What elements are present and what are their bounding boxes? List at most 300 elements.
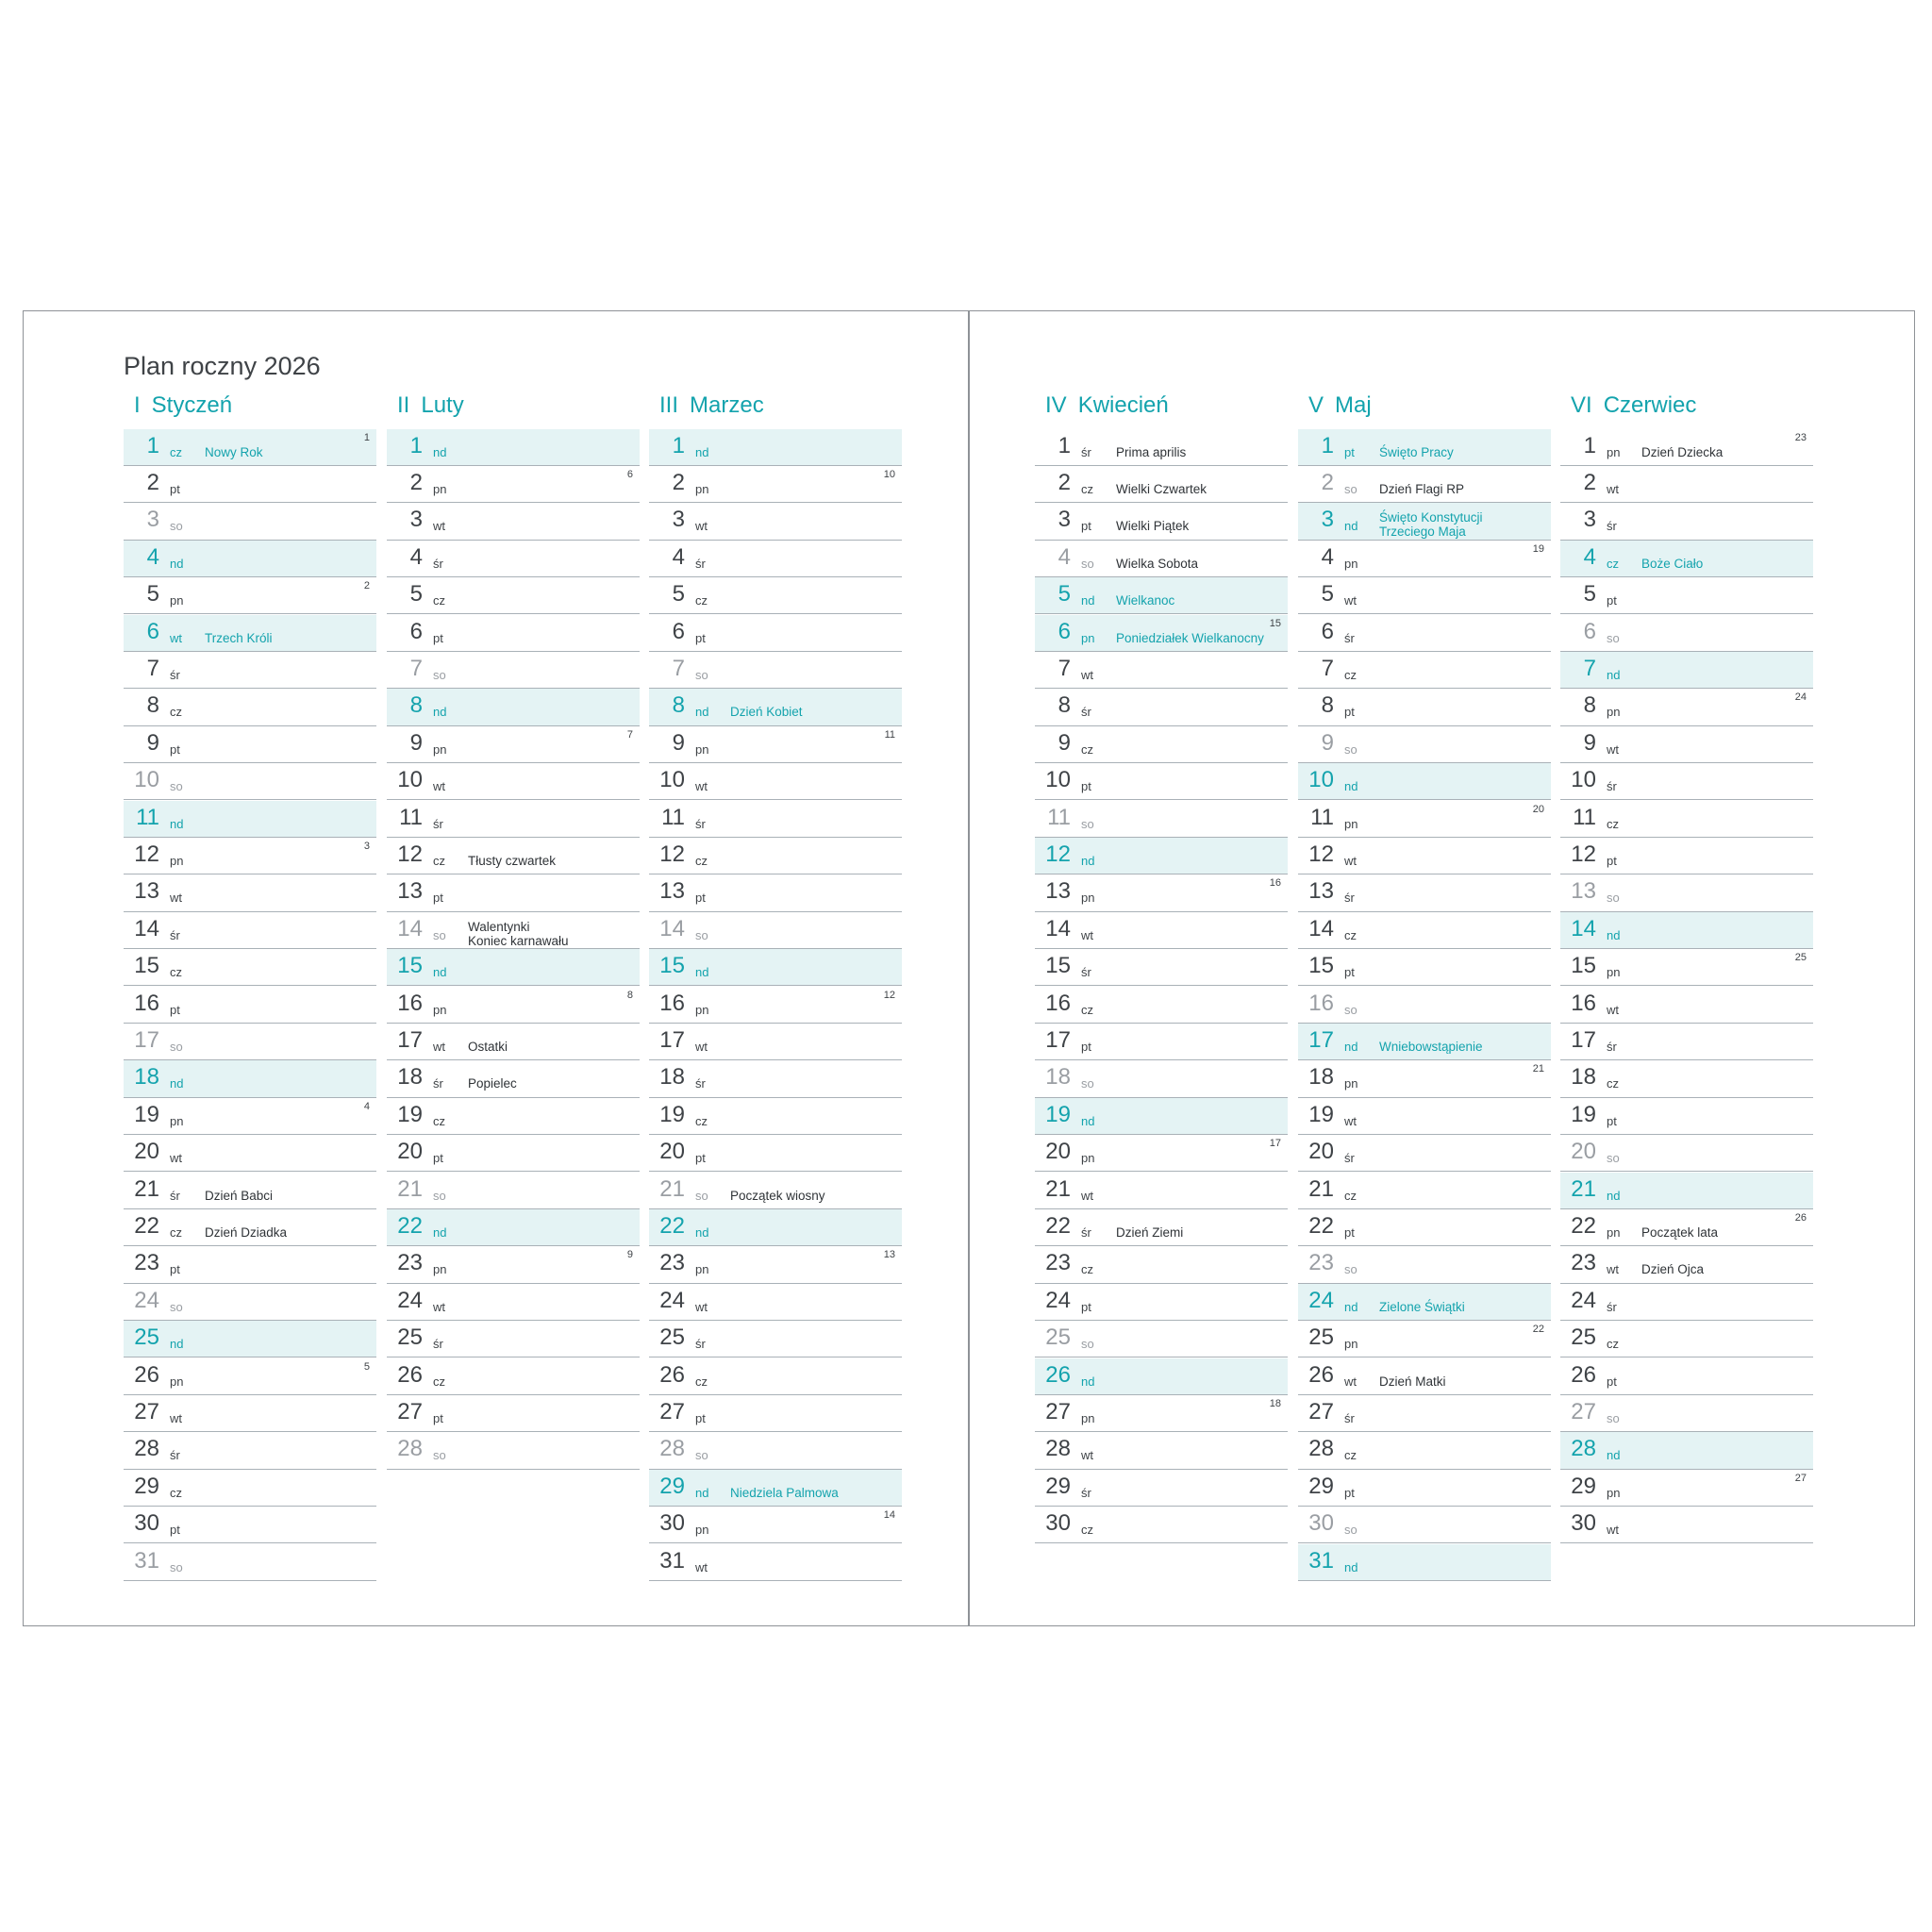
day-number: 1 [1058,432,1071,458]
weekday-abbrev: pt [1081,519,1091,534]
weekday-abbrev: so [695,1188,708,1203]
day-number: 12 [1571,841,1596,867]
day-number: 16 [1308,990,1334,1016]
day-row [1560,1432,1813,1469]
weekday-abbrev: pn [695,1523,709,1538]
weekday-abbrev: so [1607,1410,1620,1425]
weekday-abbrev: wt [433,1299,445,1314]
day-number: 11 [136,804,159,830]
day-number: 17 [1308,1026,1334,1053]
holiday-label: Tłusty czwartek [468,853,557,868]
weekday-abbrev: wt [1607,1002,1619,1017]
day-row [387,1060,640,1097]
day-number: 29 [659,1473,685,1499]
day-number: 23 [1571,1250,1596,1276]
day-number: 7 [409,655,423,681]
day-row [1298,1395,1551,1432]
day-number: 7 [146,655,159,681]
day-number: 23 [134,1250,159,1276]
weekday-abbrev: nd [170,1076,184,1091]
day-row [124,1395,376,1432]
weekday-abbrev: pn [1607,965,1621,980]
day-number: 13 [397,878,423,905]
day-row [1035,1432,1288,1469]
weekday-abbrev: cz [695,593,708,608]
holiday-label: Święto Konstytucji Trzeciego Maja [1379,510,1483,540]
day-number: 12 [659,841,685,867]
day-number: 16 [659,990,685,1016]
day-row [124,801,376,838]
weekday-abbrev: pn [1081,891,1095,906]
day-number: 9 [1583,729,1596,756]
day-number: 10 [1308,767,1334,793]
month-name: Kwiecień [1077,392,1169,418]
day-number: 5 [146,581,159,608]
holiday-label: Wielka Sobota [1116,556,1199,571]
week-number: 24 [1794,691,1807,704]
day-number: 26 [1308,1361,1334,1388]
day-row [1560,1246,1813,1283]
day-row [1035,949,1288,986]
day-row [124,987,376,1024]
weekday-abbrev: nd [1081,1374,1095,1389]
day-row [1035,503,1288,540]
day-number: 30 [134,1510,159,1537]
day-row [124,466,376,503]
day-number: 9 [1321,729,1334,756]
day-row [1035,429,1288,466]
day-number: 26 [659,1361,685,1388]
day-row [1035,652,1288,689]
day-row [1560,429,1813,466]
weekday-abbrev: śr [1081,705,1091,720]
week-number: 9 [626,1249,633,1261]
weekday-abbrev: śr [695,556,706,571]
weekday-abbrev: cz [1081,1262,1093,1277]
day-row [1560,838,1813,874]
day-number: 20 [397,1139,423,1165]
day-row [1298,1507,1551,1543]
weekday-abbrev: wt [695,779,708,794]
day-number: 24 [397,1287,423,1313]
day-number: 11 [1047,804,1071,830]
weekday-abbrev: śr [170,927,180,942]
week-number: 3 [363,840,370,852]
day-number: 19 [134,1101,159,1127]
day-number: 5 [409,581,423,608]
day-number: 8 [1583,692,1596,719]
weekday-abbrev: pt [1607,1374,1617,1389]
day-number: 27 [659,1398,685,1424]
weekday-abbrev: cz [695,1374,708,1389]
weekday-abbrev: wt [695,1039,708,1054]
day-number: 21 [659,1175,685,1202]
weekday-abbrev: so [1344,1262,1357,1277]
weekday-abbrev: pt [1607,853,1617,868]
day-number: 28 [1045,1436,1071,1462]
weekday-abbrev: cz [1081,741,1093,757]
weekday-abbrev: so [1607,630,1620,645]
page-title: Plan roczny 2026 [124,352,321,380]
weekday-abbrev: so [695,1448,708,1463]
day-row [387,577,640,614]
week-number: 7 [626,728,633,741]
weekday-abbrev: pn [1344,1337,1358,1352]
day-row [1298,1432,1551,1469]
weekday-abbrev: pt [1344,1485,1355,1500]
day-row [124,1060,376,1097]
day-row [1560,1284,1813,1321]
day-number: 29 [1045,1473,1071,1499]
day-number: 3 [1583,507,1596,533]
day-row [1298,577,1551,614]
week-number: 6 [626,468,633,480]
weekday-abbrev: pt [695,630,706,645]
month-heading [397,392,464,419]
day-number: 15 [1571,953,1596,979]
weekday-abbrev: wt [433,1039,445,1054]
month-heading [1045,392,1169,419]
day-number: 6 [1058,618,1071,644]
weekday-abbrev: so [170,1039,183,1054]
day-row [1298,912,1551,949]
day-number: 20 [1571,1139,1596,1165]
day-row [1298,1470,1551,1507]
weekday-abbrev: pt [170,1262,180,1277]
day-row [1035,1284,1288,1321]
day-row [1560,912,1813,949]
day-row [649,1395,902,1432]
holiday-label: Ostatki [468,1039,508,1054]
day-number: 20 [659,1139,685,1165]
day-row [387,874,640,911]
day-row [387,615,640,652]
day-row [1298,1321,1551,1357]
weekday-abbrev: śr [695,816,706,831]
day-row [649,1209,902,1246]
weekday-abbrev: pt [433,891,443,906]
day-number: 12 [134,841,159,867]
day-number: 29 [1308,1473,1334,1499]
weekday-abbrev: śr [433,816,443,831]
day-number: 25 [1045,1324,1071,1351]
month-heading [1308,392,1372,419]
day-number: 5 [1583,581,1596,608]
month-name: Luty [421,392,464,418]
weekday-abbrev: nd [433,705,447,720]
weekday-abbrev: pt [695,1410,706,1425]
day-row [124,541,376,577]
day-number: 3 [672,507,685,533]
day-row [387,912,640,949]
weekday-abbrev: pn [170,853,184,868]
day-number: 10 [1045,767,1071,793]
weekday-abbrev: wt [1344,593,1357,608]
week-number: 12 [883,989,895,1001]
day-row [1560,1395,1813,1432]
day-number: 14 [397,915,423,941]
day-number: 25 [397,1324,423,1351]
weekday-abbrev: wt [1344,853,1357,868]
day-row [649,1024,902,1060]
day-row [649,615,902,652]
day-row [387,689,640,725]
weekday-abbrev: cz [1344,1188,1357,1203]
day-row [649,1098,902,1135]
day-row [1560,577,1813,614]
week-number: 17 [1269,1138,1281,1150]
day-row [1035,1470,1288,1507]
day-number: 21 [1571,1175,1596,1202]
weekday-abbrev: śr [1081,965,1091,980]
day-row [387,1024,640,1060]
holiday-label: Wielkanoc [1116,593,1175,608]
day-row [124,1432,376,1469]
month-roman-numeral: VI [1571,392,1592,418]
holiday-label: Nowy Rok [205,444,263,459]
day-number: 3 [1058,507,1071,533]
day-row [124,503,376,540]
day-row [649,912,902,949]
weekday-abbrev: cz [170,1485,182,1500]
weekday-abbrev: pn [1344,816,1358,831]
weekday-abbrev: so [433,1188,446,1203]
weekday-abbrev: pt [1081,1039,1091,1054]
day-row [649,874,902,911]
day-row [1560,689,1813,725]
weekday-abbrev: so [1607,1151,1620,1166]
day-row [649,1470,902,1507]
weekday-abbrev: śr [1607,1299,1617,1314]
day-number: 17 [134,1026,159,1053]
weekday-abbrev: pt [1344,444,1355,459]
weekday-abbrev: so [695,667,708,682]
day-number: 28 [397,1436,423,1462]
day-number: 19 [1308,1101,1334,1127]
weekday-abbrev: so [1344,741,1357,757]
page-fold [968,310,970,1626]
day-row [124,1173,376,1209]
weekday-abbrev: wt [695,519,708,534]
week-number: 5 [363,1360,370,1373]
day-number: 8 [672,692,685,719]
day-row [1298,466,1551,503]
month-heading [1571,392,1696,419]
day-number: 6 [146,618,159,644]
day-row [1035,1321,1288,1357]
day-row [387,541,640,577]
day-number: 10 [1571,767,1596,793]
weekday-abbrev: so [170,779,183,794]
weekday-abbrev: nd [1344,779,1358,794]
day-number: 23 [1308,1250,1334,1276]
week-number: 21 [1532,1063,1544,1075]
day-number: 25 [134,1324,159,1351]
holiday-label: Poniedziałek Wielkanocny [1116,630,1264,645]
day-row [124,1544,376,1581]
day-number: 22 [134,1212,159,1239]
day-row [649,466,902,503]
day-row [1035,763,1288,800]
day-row [124,429,376,466]
weekday-abbrev: nd [1607,1448,1621,1463]
day-row [1298,1246,1551,1283]
day-number: 1 [1321,432,1334,458]
weekday-abbrev: pn [1344,1076,1358,1091]
day-row [1298,726,1551,763]
day-number: 21 [1045,1175,1071,1202]
weekday-abbrev: pt [695,891,706,906]
weekday-abbrev: wt [1607,741,1619,757]
weekday-abbrev: wt [1607,1523,1619,1538]
weekday-abbrev: wt [695,1299,708,1314]
day-row [1560,1470,1813,1507]
day-number: 19 [1571,1101,1596,1127]
day-row [1035,541,1288,577]
weekday-abbrev: cz [1081,481,1093,496]
weekday-abbrev: pn [170,1374,184,1389]
day-row [1298,615,1551,652]
day-number: 29 [134,1473,159,1499]
weekday-abbrev: cz [433,853,445,868]
day-row [387,1395,640,1432]
week-number: 8 [626,989,633,1001]
weekday-abbrev: cz [695,853,708,868]
weekday-abbrev: cz [1344,1448,1357,1463]
day-number: 30 [1571,1510,1596,1537]
weekday-abbrev: so [1081,556,1094,571]
day-row [1298,689,1551,725]
day-number: 1 [146,432,159,458]
weekday-abbrev: śr [1344,1410,1355,1425]
day-number: 17 [659,1026,685,1053]
day-number: 17 [397,1026,423,1053]
week-number: 1 [363,431,370,443]
day-number: 11 [661,804,685,830]
day-row [1298,1098,1551,1135]
day-number: 14 [1571,915,1596,941]
day-number: 27 [397,1398,423,1424]
day-row [649,1507,902,1543]
week-number: 11 [884,728,895,741]
weekday-abbrev: pn [1081,1410,1095,1425]
weekday-abbrev: pt [170,1002,180,1017]
day-number: 15 [1308,953,1334,979]
day-row [1298,1060,1551,1097]
day-row [1560,763,1813,800]
holiday-label: Wielki Czwartek [1116,481,1208,496]
day-number: 25 [1571,1324,1596,1351]
weekday-abbrev: pt [433,1410,443,1425]
day-number: 6 [672,618,685,644]
day-number: 8 [1058,692,1071,719]
day-number: 20 [1308,1139,1334,1165]
weekday-abbrev: pt [1607,1113,1617,1128]
holiday-label: Boże Ciało [1641,556,1704,571]
week-number: 26 [1794,1211,1807,1224]
holiday-label: Wielki Piątek [1116,519,1190,534]
day-number: 21 [134,1175,159,1202]
day-row [387,1432,640,1469]
weekday-abbrev: cz [433,593,445,608]
day-number: 27 [1308,1398,1334,1424]
day-row [1035,466,1288,503]
day-number: 11 [1310,804,1334,830]
day-number: 9 [1058,729,1071,756]
day-row [649,726,902,763]
month-heading [659,392,764,419]
day-number: 14 [1308,915,1334,941]
day-number: 2 [672,469,685,495]
month-name: Czerwiec [1603,392,1697,418]
day-row [1298,503,1551,540]
weekday-abbrev: cz [170,705,182,720]
day-number: 28 [1571,1436,1596,1462]
day-number: 14 [1045,915,1071,941]
week-number: 15 [1269,617,1281,629]
day-number: 17 [1571,1026,1596,1053]
day-row [387,1135,640,1172]
day-number: 9 [146,729,159,756]
weekday-abbrev: wt [433,779,445,794]
day-row [1560,1135,1813,1172]
day-number: 25 [1308,1324,1334,1351]
day-number: 16 [397,990,423,1016]
day-number: 5 [1321,581,1334,608]
day-number: 13 [1571,878,1596,905]
weekday-abbrev: nd [1344,1299,1358,1314]
day-row [124,1470,376,1507]
day-row [1560,1024,1813,1060]
weekday-abbrev: wt [1081,927,1093,942]
weekday-abbrev: śr [695,1337,706,1352]
day-row [387,987,640,1024]
day-number: 18 [1045,1064,1071,1091]
weekday-abbrev: pt [1081,779,1091,794]
day-number: 2 [1321,469,1334,495]
weekday-abbrev: śr [170,1188,180,1203]
day-number: 6 [1583,618,1596,644]
day-number: 26 [1571,1361,1596,1388]
day-number: 22 [1308,1212,1334,1239]
weekday-abbrev: pt [433,1151,443,1166]
holiday-label: Dzień Babci [205,1188,274,1203]
day-number: 26 [397,1361,423,1388]
day-number: 1 [672,432,685,458]
day-row [387,949,640,986]
day-number: 9 [672,729,685,756]
week-number: 4 [363,1100,370,1112]
day-row [1298,763,1551,800]
day-row [649,503,902,540]
day-number: 19 [1045,1101,1071,1127]
weekday-abbrev: pn [695,481,709,496]
day-row [649,949,902,986]
day-number: 27 [134,1398,159,1424]
day-row [649,541,902,577]
day-number: 24 [1045,1287,1071,1313]
day-number: 24 [1571,1287,1596,1313]
day-number: 8 [1321,692,1334,719]
day-row [1298,652,1551,689]
holiday-label: Popielec [468,1076,517,1091]
holiday-label: Walentynki Koniec karnawału [468,919,569,948]
day-row [1035,912,1288,949]
day-row [124,1135,376,1172]
day-number: 18 [397,1064,423,1091]
day-row [124,615,376,652]
weekday-abbrev: wt [1344,1113,1357,1128]
